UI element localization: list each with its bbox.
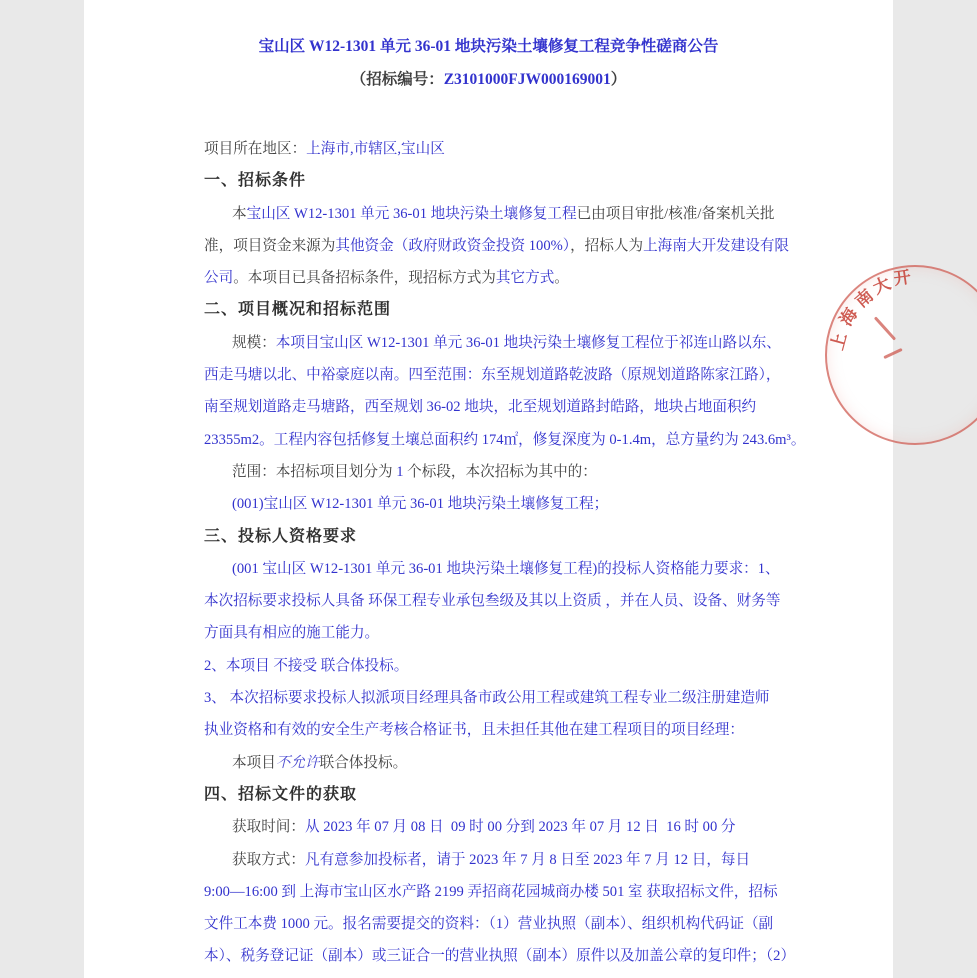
- title-block: [84, 30, 893, 96]
- doc-line: [204, 714, 804, 746]
- text-segment: 项目所在地区：: [204, 141, 307, 157]
- doc-line: [204, 940, 804, 972]
- text-segment: 文件工本费 1000 元。报名需要提交的资料：（1）营业执照（副本）、组织机构代码证（副: [204, 916, 774, 933]
- doc-line: [204, 553, 804, 585]
- text-segment: 凡有意参加投标者，请于 2023 年 7 月 8 日至 2023 年 7 月 12 日，每日: [304, 851, 751, 868]
- text-segment: 本: [232, 205, 247, 222]
- text-segment: 2、本项目 不接受 联合体投标。: [204, 657, 409, 674]
- text-segment: 联合体投标。: [319, 754, 408, 771]
- text-segment: 执业资格和有效的安全生产考核合格证书，且未担任其他在建工程项目的项目经理：: [204, 722, 744, 739]
- doc-line: [204, 844, 804, 876]
- text-segment: 本次招标要求投标人具备 环保工程专业承包叁级及其以上资质 ，并在人员、设备、财务等: [204, 593, 781, 610]
- text-segment: 上海南大开发建设有限: [643, 237, 790, 254]
- doc-line: [204, 198, 804, 230]
- seal-character: 海: [836, 304, 862, 330]
- doc-line: [204, 811, 804, 843]
- text-segment: 本项目宝山区 W12-1301 单元 36-01 地块污染土壤修复工程位于祁连山路以东、: [275, 334, 781, 351]
- doc-line: [204, 359, 804, 391]
- text-segment: 公司: [204, 270, 234, 287]
- text-segment: 23355m2。工程内容包括修复土壤总面积约 174㎡，修复深度为 0-1.4m，总方量约为 243.6m³。: [204, 431, 806, 448]
- text-segment: 上海市,市辖区,宝山区: [306, 141, 445, 157]
- seal-circle: [825, 265, 977, 445]
- text-segment: (001)宝山区 W12-1301 单元 36-01 地块污染土壤修复工程；: [232, 496, 609, 513]
- text-segment: 三、投标人资格要求: [204, 527, 358, 545]
- text-segment: 四、招标文件的获取: [204, 785, 358, 803]
- doc-line: [204, 327, 804, 359]
- doc-line: [204, 262, 804, 294]
- doc-title: [84, 30, 893, 63]
- text-segment: 本项目: [232, 754, 276, 771]
- document-page: [84, 0, 913, 978]
- text-segment: 准，项目资金来源为: [204, 237, 336, 254]
- text-segment: 宝山区 W12-1301 单元 36-01 地块污染土壤修复工程: [246, 205, 577, 222]
- seal-character: 南: [851, 285, 877, 312]
- text-segment: 本）、税务登记证（副本）或三证合一的营业执照（副本）原件以及加盖公章的复印件；（2）: [204, 948, 796, 965]
- text-segment: ）: [610, 71, 627, 88]
- text-segment: 获取时间：: [232, 819, 305, 836]
- section-heading-1: [204, 165, 804, 197]
- text-segment: 一、招标条件: [204, 172, 307, 190]
- text-segment: ，招标人为: [570, 237, 644, 254]
- seal-character: 上: [827, 330, 851, 353]
- text-segment: 1: [396, 463, 404, 480]
- text-segment: 规模：: [232, 334, 276, 351]
- doc-line: [204, 747, 804, 779]
- doc-line: [204, 876, 804, 908]
- text-segment: 南至规划道路走马塘路，西至规划 36-02 地块，北至规划道路封皓路，地块占地面积约: [204, 399, 757, 416]
- doc-line: [204, 456, 804, 488]
- text-segment: 西走马塘以北、中裕豪庭以南。四至范围：东至规划道路乾波路（原规划道路陈家江路），: [204, 367, 781, 384]
- text-segment: 不允许: [275, 754, 320, 771]
- doc-line: [204, 230, 804, 262]
- doc-line: [204, 391, 804, 423]
- text-segment: 已由项目审批/核准/备案机关批: [576, 205, 775, 222]
- text-segment: 二、项目概况和招标范围: [204, 301, 392, 319]
- doc-line: [204, 617, 804, 649]
- doc-line: [204, 650, 804, 682]
- seal-star-stroke: [883, 348, 902, 359]
- text-segment: Z3101000FJW000169001: [443, 71, 611, 88]
- section-heading-2: [204, 294, 804, 326]
- doc-line: [204, 488, 804, 520]
- tender-number: [84, 63, 893, 96]
- section-heading-4: [204, 779, 804, 811]
- text-segment: 获取方式：: [232, 851, 305, 868]
- text-segment: 3、 本次招标要求投标人拟派项目经理具备市政公用工程或建筑工程专业二级注册建造师: [204, 690, 770, 707]
- seal-star-stroke: [874, 316, 896, 340]
- text-segment: 9:00—16:00 到 上海市宝山区水产路 2199 弄招商花园城商办楼 501 室 获取招标文件，招标: [204, 883, 778, 900]
- text-segment: 方面具有相应的施工能力。: [204, 625, 380, 642]
- text-segment: （招标编号：: [350, 71, 444, 88]
- text-segment: 其它方式: [495, 270, 555, 287]
- text-segment: 宝山区 W12-1301 单元 36-01 地块污染土壤修复工程竞争性磋商公告: [258, 38, 719, 55]
- document-body: [204, 133, 804, 973]
- section-heading-3: [204, 521, 804, 553]
- text-segment: 。: [554, 270, 569, 287]
- doc-line: [204, 585, 804, 617]
- text-segment: (001 宝山区 W12-1301 单元 36-01 地块污染土壤修复工程)的投标人资格能力要求：1、: [232, 560, 780, 577]
- doc-line: [204, 682, 804, 714]
- text-segment: 。本项目已具备招标条件，现招标方式为: [233, 270, 496, 287]
- doc-line: [204, 908, 804, 940]
- text-segment: 范围：本招标项目划分为: [232, 463, 397, 480]
- project-location: [204, 133, 804, 165]
- text-segment: 个标段，本次招标为其中的：: [403, 463, 597, 480]
- seal-character: 大: [870, 273, 894, 298]
- text-segment: 其他资金（政府财政资金投资 100%）: [335, 237, 571, 254]
- seal-character: 开: [892, 267, 913, 289]
- text-segment: 从 2023 年 07 月 08 日 09 时 00 分到 2023 年 07 月 12 日 16 时 00 分: [304, 819, 736, 836]
- doc-line: [204, 424, 804, 456]
